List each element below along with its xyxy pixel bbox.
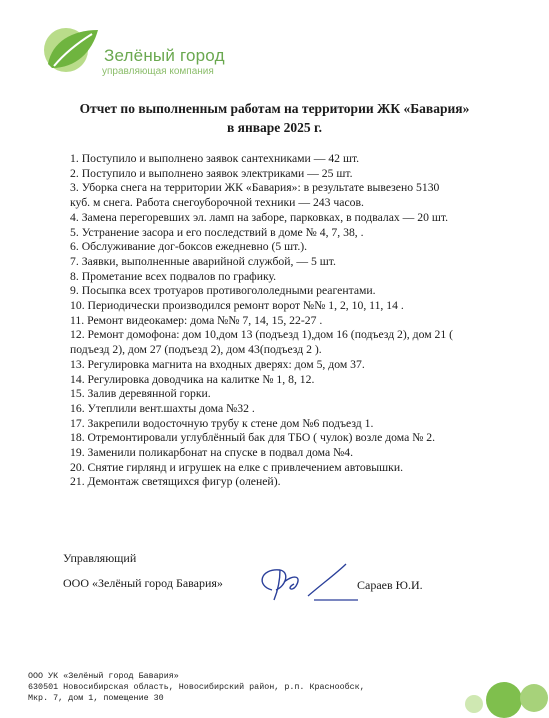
leaf-logo-icon [42,24,104,76]
footer-address [28,671,365,704]
list-item: 5. Устранение засора и его последствий в доме № 4, 7, 38, . [70,225,364,239]
list-item: 2. Поступило и выполнено заявок электриками — 25 шт. [70,166,353,180]
list-item: 4. Замена перегоревших эл. ламп на заборе, парковках, в подвалах — 20 шт. [70,210,449,224]
list-item: 12. Ремонт домофона: дом 10,дом 13 (подъезд 1),дом 16 (подъезд 2), дом 21 ( [70,328,454,342]
list-item: 18. Отремонтировали углублённый бак для ТБО ( чулок) возле дома № 2. [70,431,436,445]
signatory-name: Сараев Ю.И. [357,578,423,592]
list-item: подъезд 2), дом 27 (подъезд 2), дом 43(подъезд 2 ). [70,343,322,357]
footer-company: ООО УК «Зелёный город Бавария» [28,671,179,681]
list-item: 15. Залив деревянной горки. [70,387,211,401]
logo-subtitle: управляющая компания [102,66,214,77]
logo-name: Зелёный город [104,46,225,65]
list-item: 3. Уборка снега на территории ЖК «Бавария»: в результате вывезено 5130 [70,181,440,195]
list-item: 10. Периодически производился ремонт ворот №№ 1, 2, 10, 11, 14 . [70,299,404,313]
list-item: 17. Закрепили водосточную трубу к стене дом №6 подъезд 1. [70,416,374,430]
list-item: 20. Снятие гирлянд и игрушек на елке с привлечением автовышки. [70,460,403,474]
list-item: 13. Регулировка магнита на входных дверях: дом 5, дом 37. [70,357,365,371]
list-item: куб. м снега. Работа снегоуборочной техники — 243 часов. [70,196,364,210]
work-items-list [70,152,510,490]
report-title-line-2: в январе 2025 г. [226,120,323,135]
list-item: 14. Регулировка доводчика на калитке № 1, 8, 12. [70,372,315,386]
signatory-company: ООО «Зелёный город Бавария» [63,576,223,590]
list-item: 16. Утеплили вент.шахты дома №32 . [70,401,255,415]
footer-address-line-2: Мкр. 7, дом 1, помещение 30 [28,693,164,703]
report-title [0,99,549,137]
list-item: 7. Заявки, выполненные аварийной службой, — 5 шт. [70,254,336,268]
list-item: 21. Демонтаж светящихся фигур (оленей). [70,475,281,489]
list-item: 19. Заменили поликарбонат на спуске в подвал дома №4. [70,446,353,460]
handwritten-signature [250,560,370,604]
list-item: 8. Прометание всех подвалов по графику. [70,269,277,283]
report-title-line-1: Отчет по выполненным работам на территории ЖК «Бавария» [79,101,470,116]
footer-address-line-1: 630501 Новосибирская область, Новосибирский район, р.п. Краснообск, [28,682,365,692]
signatory-role: Управляющий [63,551,137,565]
decorative-circles-icon [460,674,549,718]
list-item: 9. Посыпка всех тротуаров противогололедными реагентами. [70,284,376,298]
company-logo [42,24,252,84]
list-item: 11. Ремонт видеокамер: дома №№ 7, 14, 15, 22-27 . [70,313,323,327]
list-item: 6. Обслуживание дог-боксов ежедневно (5 шт.). [70,240,308,254]
list-item: 1. Поступило и выполнено заявок сантехниками — 42 шт. [70,152,360,165]
